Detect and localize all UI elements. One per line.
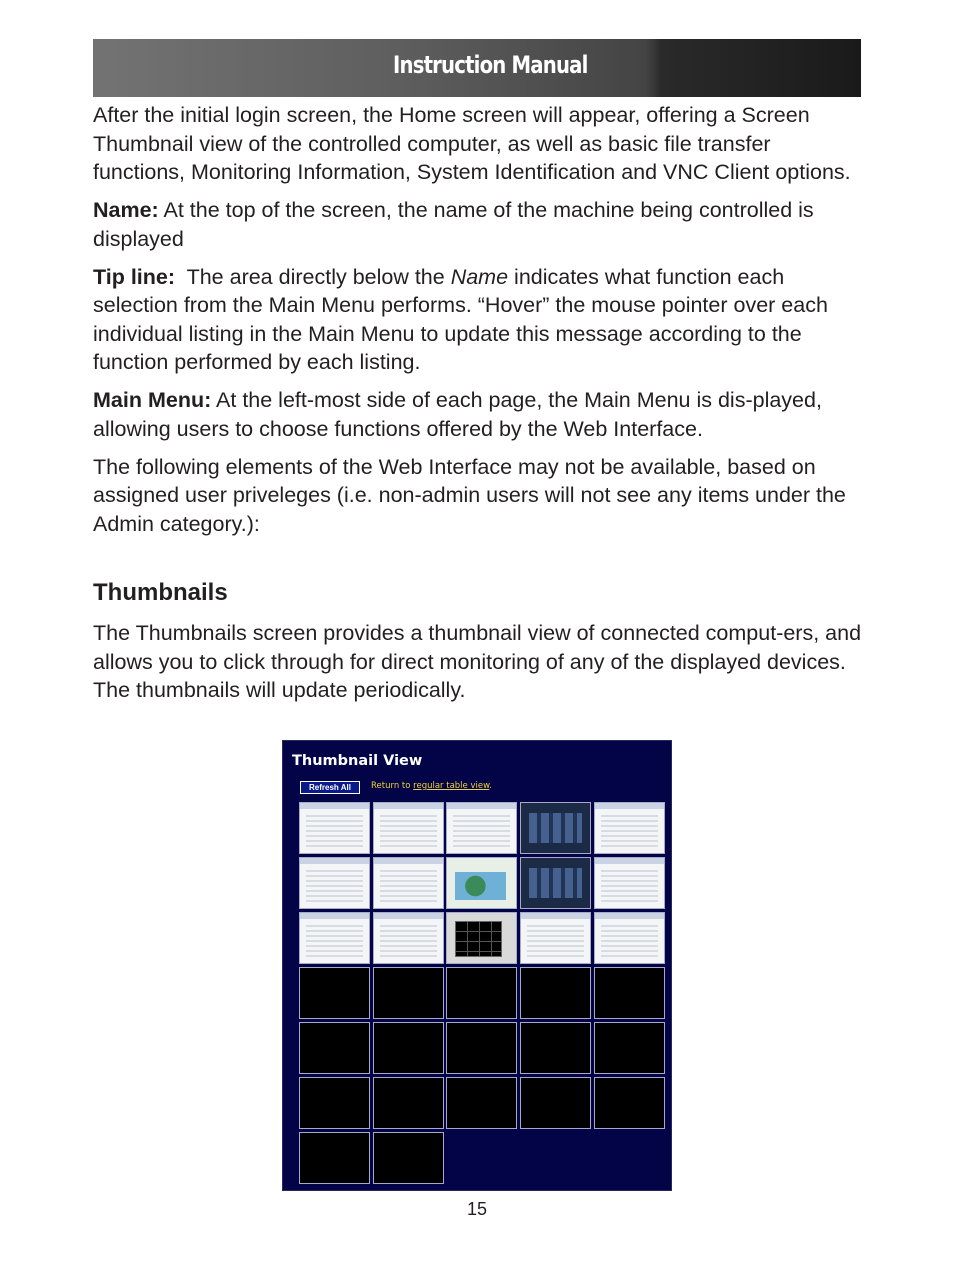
thumbnail-tile[interactable] (373, 1022, 444, 1074)
mainmenu-label: Main Menu: (93, 388, 212, 412)
intro-paragraph: After the initial login screen, the Home screen will appear, offering a Screen Thumbnail view of the controlled computer, as well as basic file transfer functions, Monitoring Information, System Identification and VNC Client options. (93, 103, 851, 184)
header-bar (93, 39, 861, 97)
thumbnail-tile[interactable] (446, 967, 517, 1019)
page-body (93, 101, 865, 714)
thumbnail-tile[interactable] (594, 1077, 665, 1129)
name-label: Name: (93, 198, 159, 222)
tipline-paragraph (93, 263, 865, 377)
thumbnail-tile[interactable] (299, 1022, 370, 1074)
thumbnail-grid (299, 802, 669, 1184)
thumbnail-view-screenshot (282, 740, 672, 1191)
thumbnail-tile[interactable] (520, 802, 591, 854)
thumbnail-tile[interactable] (299, 1077, 370, 1129)
name-paragraph (93, 196, 865, 253)
availability-paragraph: The following elements of the Web Interface may not be available, based on assigned user priveleges (i.e. non-admin users will not see any items under the Admin category.): (93, 454, 846, 536)
thumbnail-tile[interactable] (520, 1022, 591, 1074)
thumbnail-tile[interactable] (373, 802, 444, 854)
thumbnails-paragraph: The Thumbnails screen provides a thumbnail view of connected comput-ers, and allows you to click through for direct monitoring of any of the displayed devices. The thumbnails will update periodically. (93, 621, 862, 702)
thumbnail-tile[interactable] (373, 912, 444, 964)
return-suffix: . (489, 781, 492, 791)
return-link-text (371, 781, 492, 791)
thumbnail-tile[interactable] (299, 857, 370, 909)
thumbnail-tile[interactable] (299, 1132, 370, 1184)
thumbnail-view-title: Thumbnail View (292, 753, 423, 769)
thumbnail-tile[interactable] (446, 912, 517, 964)
thumbnail-tile[interactable] (594, 967, 665, 1019)
thumbnail-tile[interactable] (446, 802, 517, 854)
thumbnail-tile[interactable] (299, 912, 370, 964)
thumbnail-tile[interactable] (446, 1022, 517, 1074)
thumbnail-tile[interactable] (594, 857, 665, 909)
tipline-text-before: The area directly below the (175, 264, 451, 289)
thumbnail-tile[interactable] (373, 857, 444, 909)
page-number: 15 (466, 1199, 488, 1219)
thumbnail-tile[interactable] (373, 1077, 444, 1129)
thumbnail-tile[interactable] (594, 802, 665, 854)
return-prefix: Return to (371, 781, 414, 791)
thumbnail-tile[interactable] (299, 967, 370, 1019)
header-title: Instruction Manual (393, 51, 588, 79)
mainmenu-text: At the left-most side of each page, the Main Menu is dis-played, allowing users to choose functions offered by the Web Interface. (93, 388, 822, 441)
thumbnails-heading: Thumbnails (93, 579, 228, 606)
thumbnail-tile[interactable] (373, 1132, 444, 1184)
mainmenu-paragraph (93, 386, 865, 443)
tipline-text-after: indicates what function each selection from the Main Menu performs. “Hover” the mouse pointer over each individual listing in the Main Menu to update this message according to the function performed by each listing. (93, 264, 828, 374)
thumbnail-tile[interactable] (520, 967, 591, 1019)
thumbnail-tile[interactable] (373, 967, 444, 1019)
thumbnail-tile[interactable] (594, 1022, 665, 1074)
thumbnail-tile[interactable] (520, 912, 591, 964)
thumbnail-tile[interactable] (446, 1077, 517, 1129)
tipline-label: Tip line: (93, 264, 176, 289)
thumbnail-tile[interactable] (520, 857, 591, 909)
regular-table-view-link[interactable]: regular table view (413, 781, 490, 791)
name-text: At the top of the screen, the name of the machine being controlled is displayed (93, 198, 814, 251)
refresh-all-button[interactable]: Refresh All (300, 781, 360, 794)
thumbnail-tile[interactable] (299, 802, 370, 854)
thumbnail-tile[interactable] (446, 857, 517, 909)
thumbnail-tile[interactable] (594, 912, 665, 964)
thumbnail-tile[interactable] (520, 1077, 591, 1129)
tipline-emphasis: Name (450, 264, 509, 289)
